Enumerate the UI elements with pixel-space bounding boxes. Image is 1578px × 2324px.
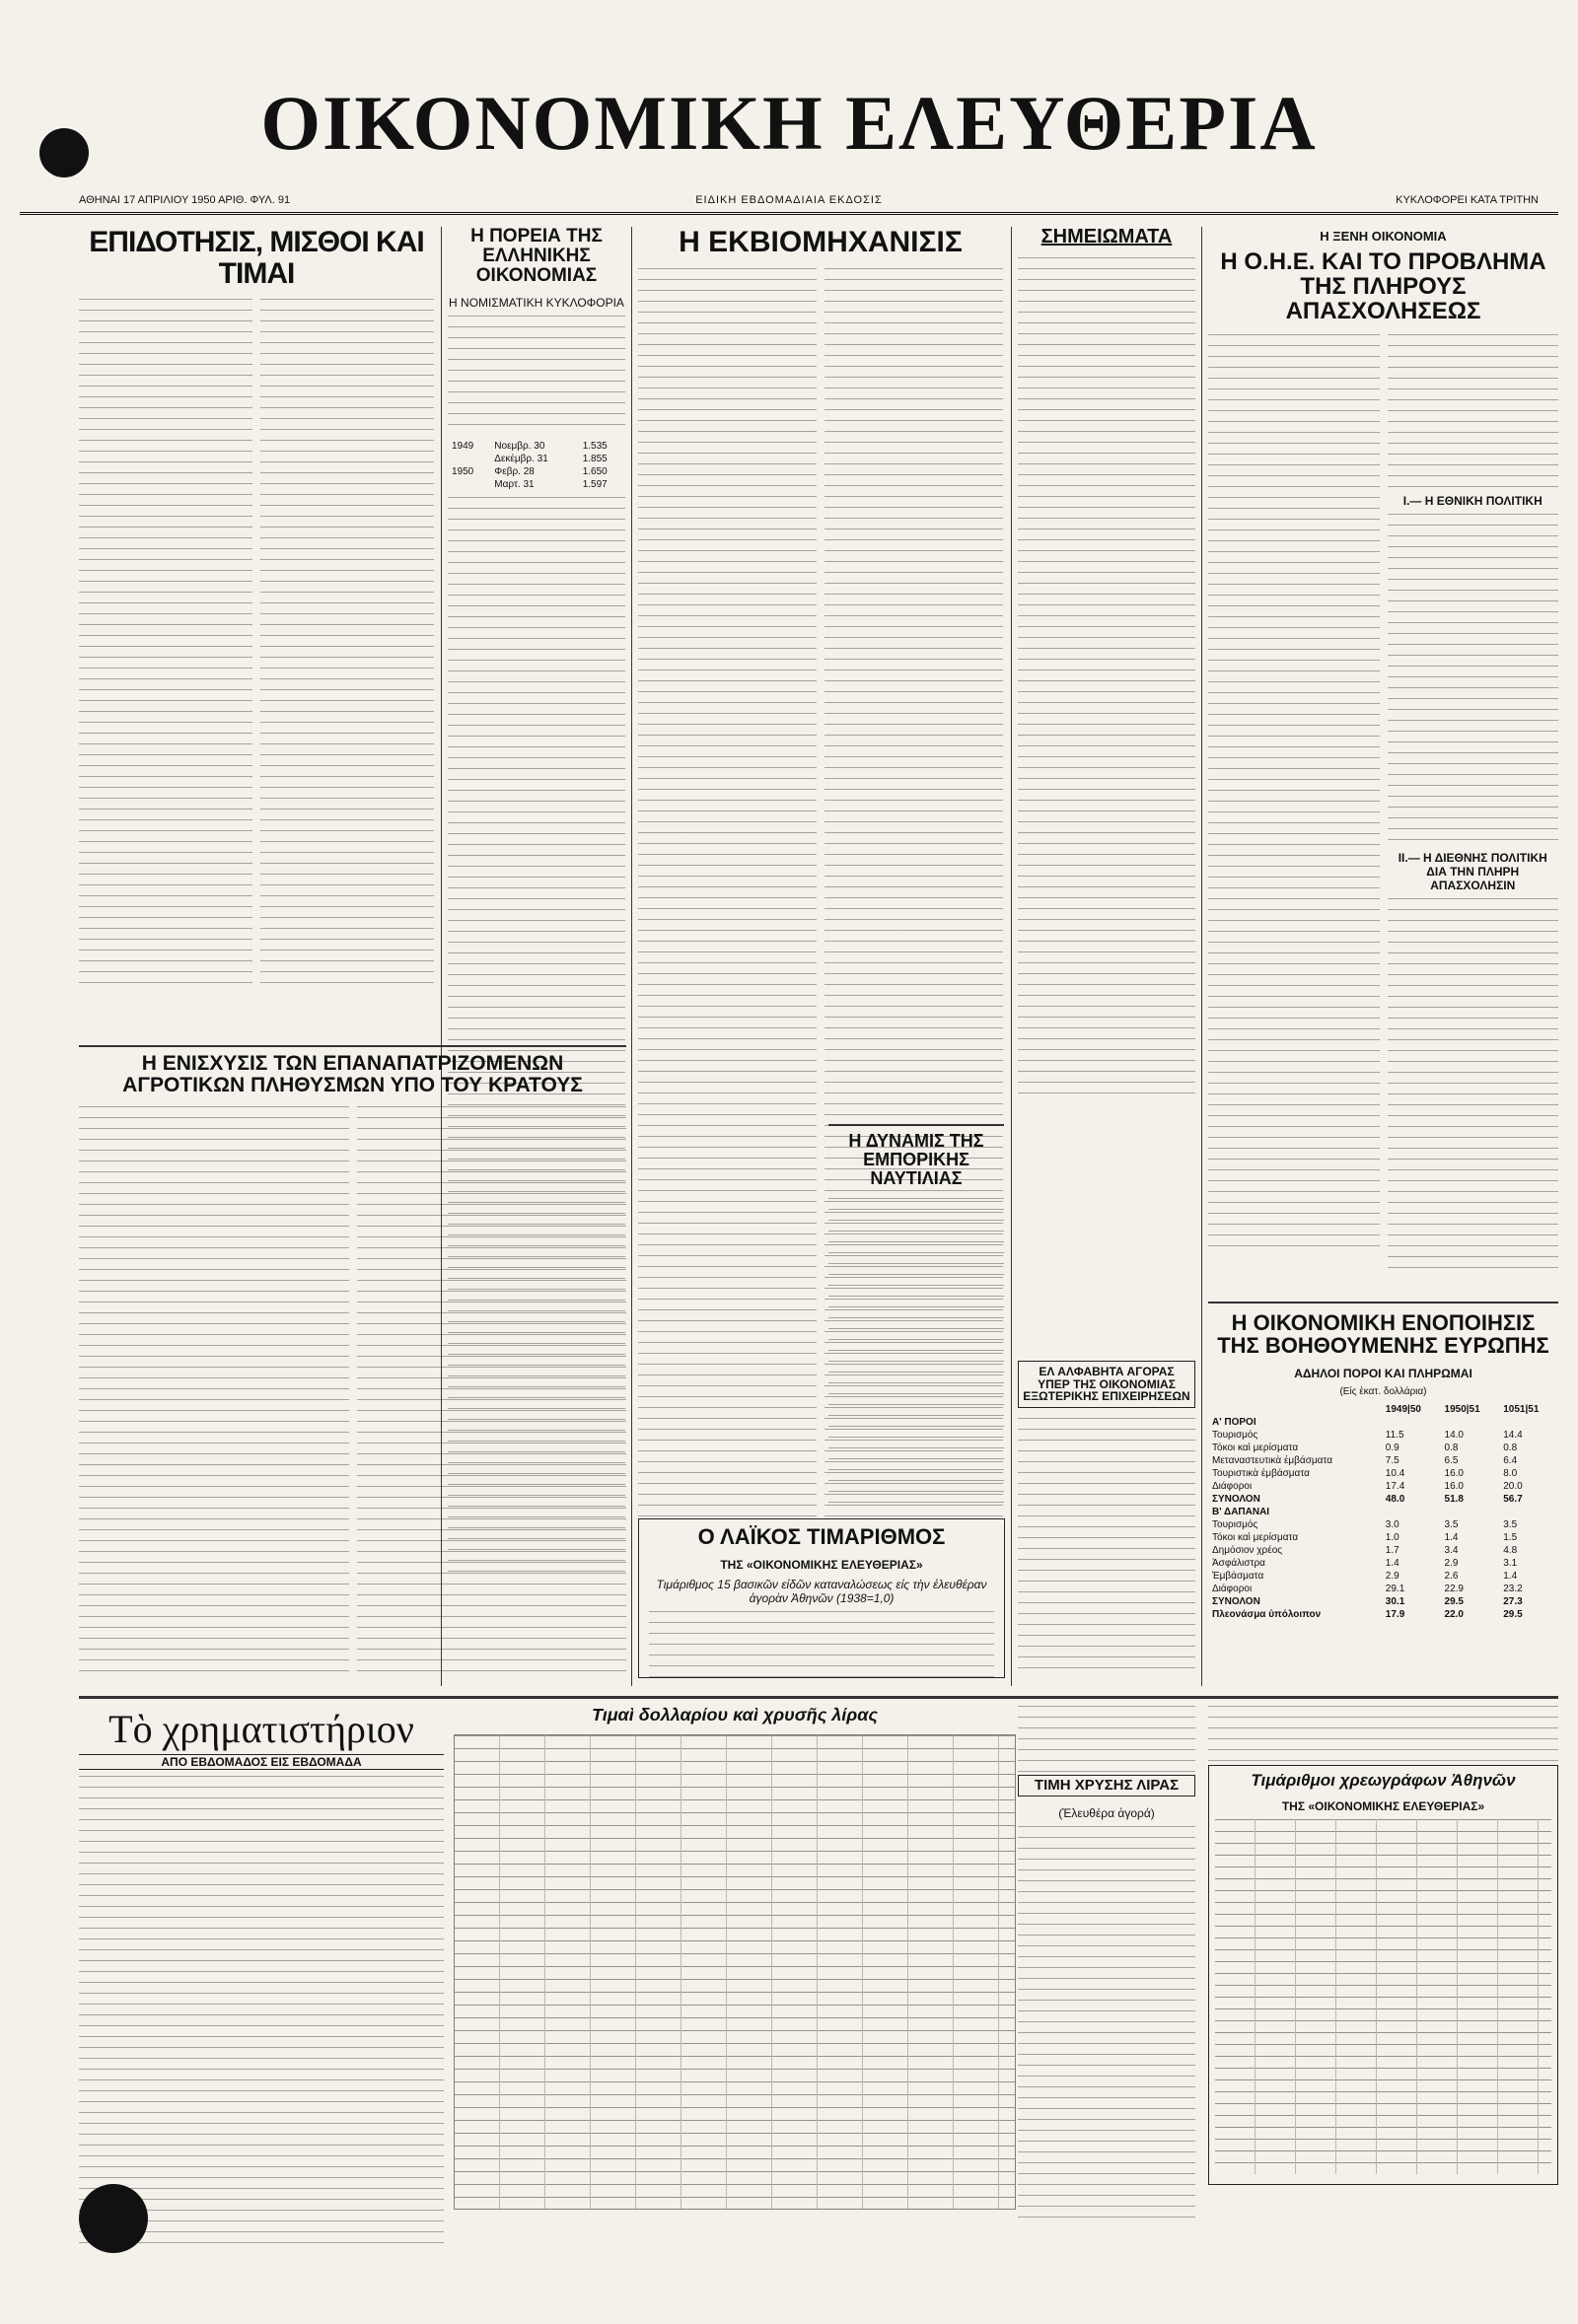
body-filler bbox=[1018, 1706, 1195, 1775]
column-rule bbox=[1201, 227, 1202, 1686]
kicker-foreign-economy: Η ΞΕΝΗ ΟΙΚΟΝΟΜΙΑ bbox=[1320, 229, 1447, 244]
body-filler bbox=[357, 1106, 627, 1678]
body-filler bbox=[638, 268, 817, 1550]
article-agricultural bbox=[79, 1053, 626, 1684]
popular-price-index-box bbox=[638, 1518, 1005, 1678]
section-rule bbox=[79, 1045, 626, 1047]
body-filler bbox=[1018, 1826, 1195, 2220]
headline-dollar-gold: Τιμαὶ δολλαρίου καὶ χρυσῆς λίρας bbox=[592, 1706, 878, 1725]
dateline-edition: ΕΙΔΙΚΗ ΕΒΔΟΜΑΔΙΑΙΑ ΕΚΔΟΣΙΣ bbox=[695, 194, 883, 206]
article-notes bbox=[1018, 227, 1195, 1114]
body-filler bbox=[79, 299, 252, 989]
body-filler bbox=[649, 1611, 994, 1680]
dateline-issue: ΑΘΗΝΑΙ 17 ΑΠΡΙΛΙΟΥ 1950 ΑΡΙΘ. ΦΥΛ. 91 bbox=[79, 194, 291, 206]
body-filler bbox=[79, 1106, 349, 1678]
subheading-gold-pound: (Ἐλευθέρα ἀγορά) bbox=[1058, 1805, 1155, 1820]
headline-securities-index: Τιμάριθμοι χρεωγράφων Ἀθηνῶν bbox=[1251, 1771, 1516, 1790]
banknotes-table: 1949 Νοεμβρ. 30 1.535 Δεκέμβρ. 31 1.855 1950 Φεβρ. 28 1.650 Μαρτ. 31 1.597 bbox=[452, 440, 608, 490]
newspaper-title: ΟΙΚΟΝΟΜΙΚΗ ΕΛΕΥΘΕΡΙΑ bbox=[260, 80, 1318, 166]
article-dollar-gold bbox=[454, 1706, 1016, 2268]
securities-table bbox=[1215, 1819, 1551, 2174]
body-filler bbox=[448, 316, 625, 434]
headline-stock-exchange: Τὸ χρηματιστήριον bbox=[108, 1707, 414, 1751]
body-filler bbox=[1018, 1418, 1195, 1674]
column-rule bbox=[631, 227, 632, 1686]
body-filler bbox=[1388, 514, 1559, 849]
article-gold-pound bbox=[1018, 1706, 1195, 2268]
dateline-circulation: ΚΥΚΛΟΦΟΡΕΙ ΚΑΤΑ ΤΡΙΤΗΝ bbox=[1396, 194, 1539, 206]
subheading-national-policy: Ι.— Η ΕΘΝΙΚΗ ΠΟΛΙΤΙΚΗ bbox=[1402, 493, 1542, 508]
subheading-invisibles: ΑΔΗΛΟΙ ΠΟΡΟΙ ΚΑΙ ΠΛΗΡΩΜΑΙ bbox=[1294, 1367, 1472, 1381]
headline-europe: Η ΟΙΚΟΝΟΜΙΚΗ ΕΝΟΠΟΙΗΣΙΣ ΤΗΣ ΒΟΗΘΟΥΜΕΝΗΣ ΕΥΡΩΠΗΣ bbox=[1217, 1311, 1549, 1359]
article-subsidies bbox=[79, 227, 434, 1006]
article-shipping bbox=[828, 1132, 1004, 1507]
body-filler bbox=[1388, 334, 1559, 492]
body-filler bbox=[828, 1198, 1004, 1507]
headline-industrialization: Η ΕΚΒΙΟΜΗΧΑΝΙΣΙΣ bbox=[679, 227, 963, 258]
body-filler bbox=[79, 1776, 444, 2249]
headline-un-employment: Η Ο.Η.Ε. ΚΑΙ ΤΟ ΠΡΟΒΛΗΜΑ ΤΗΣ ΠΛΗΡΟΥΣ ΑΠΑΣΧΟΛΗΣΕΩΣ bbox=[1220, 248, 1546, 325]
body-filler bbox=[1208, 1706, 1558, 1765]
column-rule bbox=[1011, 227, 1012, 1686]
bottom-band-rule bbox=[79, 1696, 1558, 1699]
ink-blot bbox=[39, 128, 89, 177]
headline-agricultural: Η ΕΝΙΣΧΥΣΙΣ ΤΩΝ ΕΠΑΝΑΠΑΤΡΙΖΟΜΕΝΩΝ ΑΓΡΟΤΙΚΩΝ ΠΛΗΘΥΣΜΩΝ ΥΠΟ ΤΟΥ ΚΡΑΤΟΥΣ bbox=[122, 1053, 583, 1097]
body-filler bbox=[1018, 257, 1195, 1095]
body-filler bbox=[1208, 334, 1380, 1251]
subheading-invisibles-unit: (Εἰς ἑκατ. δολλάρια) bbox=[1339, 1386, 1427, 1398]
dollar-gold-table bbox=[454, 1734, 1016, 2210]
headline-gold-pound: ΤΙΜΗ ΧΡΥΣΗΣ ΛΙΡΑΣ bbox=[1018, 1775, 1195, 1796]
subheading-stock-exchange: ΑΠΟ ΕΒΔΟΜΑΔΟΣ ΕΙΣ ΕΒΔΟΜΑΔΑ bbox=[79, 1754, 444, 1770]
headline-notes: ΣΗΜΕΙΩΜΑΤΑ bbox=[1040, 227, 1173, 247]
section-rule bbox=[828, 1124, 1004, 1126]
article-securities-index bbox=[1208, 1706, 1558, 2268]
article-un-employment bbox=[1208, 227, 1558, 1292]
headline-economy-course: Η ΠΟΡΕΙΑ ΤΗΣ ΕΛΛΗΝΙΚΗΣ ΟΙΚΟΝΟΜΙΑΣ bbox=[470, 227, 603, 286]
body-filler bbox=[1388, 898, 1559, 1273]
article-export bbox=[1018, 1361, 1195, 1686]
masthead bbox=[20, 20, 1558, 187]
headline-shipping: Η ΔΥΝΑΜΙΣ ΤΗΣ ΕΜΠΟΡΙΚΗΣ ΝΑΥΤΙΛΙΑΣ bbox=[848, 1132, 984, 1188]
headline-price-index: Ο ΛΑΪΚΟΣ ΤΙΜΑΡΙΘΜΟΣ bbox=[697, 1524, 946, 1549]
section-rule bbox=[1208, 1302, 1558, 1303]
headline-subsidies: ΕΠΙΔΟΤΗΣΙΣ, ΜΙΣΘΟΙ ΚΑΙ ΤΙΜΑΙ bbox=[89, 227, 424, 290]
dateline bbox=[20, 192, 1558, 215]
subheading-securities-index: ΤΗΣ «ΟΙΚΟΝΟΜΙΚΗΣ ΕΛΕΥΘΕΡΙΑΣ» bbox=[1281, 1798, 1485, 1813]
body-filler bbox=[260, 299, 434, 989]
article-stock-exchange bbox=[79, 1706, 444, 2268]
invisibles-table: 1949|50 1950|51 1051|51 Α' ΠΟΡΟΙ Τουρισμός 11.5 14.0 14.4 Τόκοι καὶ μερίσματα 0.9 0.8 0.8 Μεταναστευτικὰ ἐμβάσματα 7.5 6.5 6.4 Τουριστικὰ ἐμβάσματα 10.4 16.0 8.0 Διάφοροι 17.4 16.0 20.0 ΣΥΝΟΛΟΝ 48.0 51.8 56.7 Β' ΔΑΠΑΝΑΙ Τουρισμός 3.0 3.5 3.5 Τόκοι καὶ μερίσματα 1.0 1.4 1.5 Δημόσιον χρέος 1.7 3.4 4.8 Ἀσφάλιστρα 1.4 2.9 3.1 Ἐμβάσματα 2.9 2.6 1.4 Διάφοροι 29.1 22.9 23.2 ΣΥΝΟΛΟΝ 30.1 29.5 27.3 Πλεονάσμα ὑπόλοιπον 17.9 22.0 29.5 bbox=[1212, 1404, 1540, 1621]
subheading-price-index: ΤΗΣ «ΟΙΚΟΝΟΜΙΚΗΣ ΕΛΕΥΘΕΡΙΑΣ» bbox=[720, 1558, 923, 1573]
caption-price-index: Τιμάριθμος 15 βασικῶν εἰδῶν καταναλώσεως εἰς τὴν ἐλευθέραν ἀγορὰν Ἀθηνῶν (1938=1,0) bbox=[656, 1578, 987, 1606]
subheading-international-policy: ΙΙ.— Η ΔΙΕΘΝΗΣ ΠΟΛΙΤΙΚΗ ΔΙΑ ΤΗΝ ΠΛΗΡΗ ΑΠΑΣΧΟΛΗΣΙΝ bbox=[1398, 850, 1547, 892]
subheading-currency: Η ΝΟΜΙΣΜΑΤΙΚΗ ΚΥΚΛΟΦΟΡΙΑ bbox=[449, 295, 624, 310]
securities-index-box bbox=[1208, 1765, 1558, 2185]
newspaper-page bbox=[20, 20, 1558, 2285]
headline-export: ΕΛ ΑΛΦΑΒΗΤΑ ΑΓΟΡΑΣ ΥΠΕΡ ΤΗΣ ΟΙΚΟΝΟΜΙΑΣ ΕΞΩΤΕΡΙΚΗΣ ΕΠΙΧΕΙΡΗΣΕΩΝ bbox=[1018, 1361, 1195, 1408]
article-europe bbox=[1208, 1311, 1558, 1686]
ink-blot bbox=[79, 2184, 148, 2253]
